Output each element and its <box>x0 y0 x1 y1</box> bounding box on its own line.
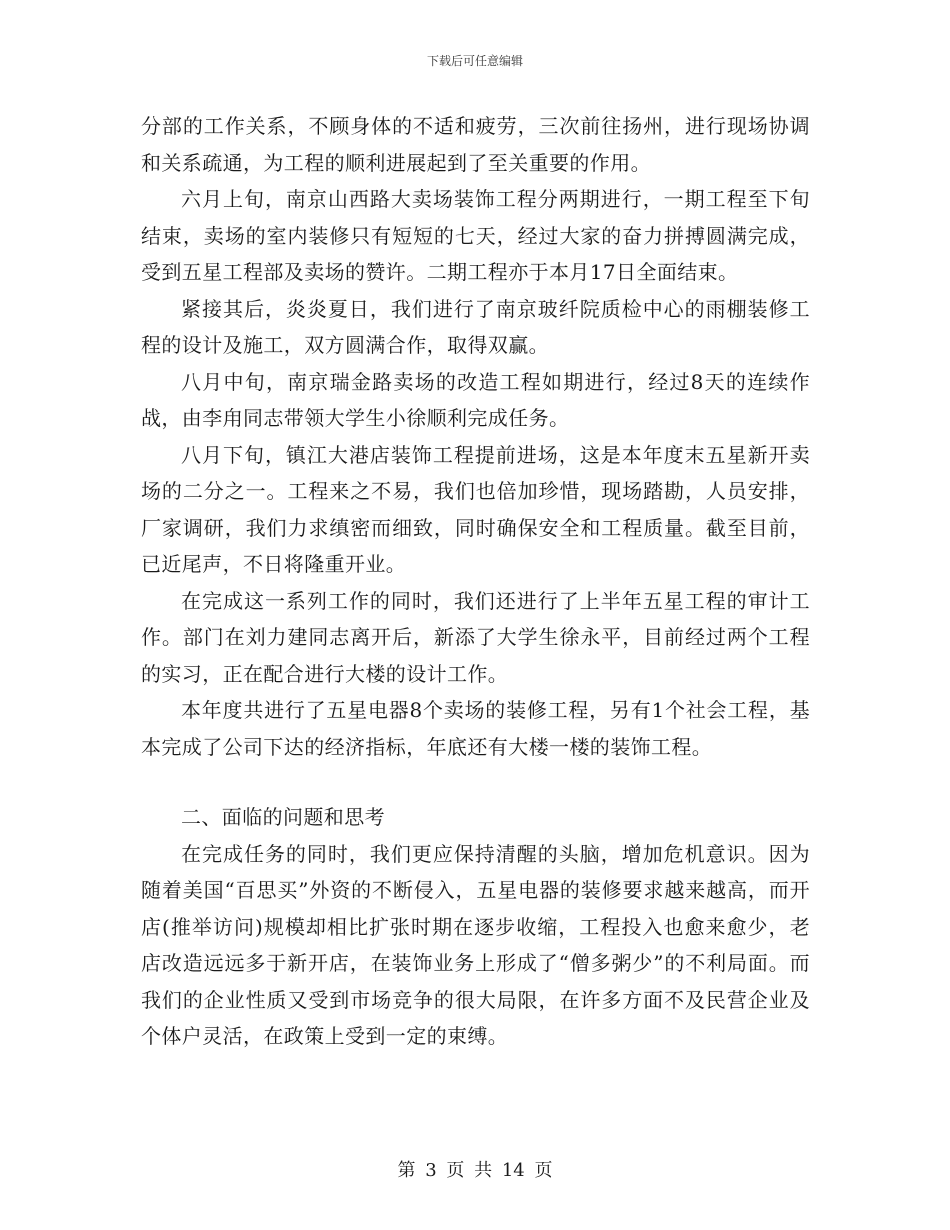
paragraph-continuation: 分部的工作关系，不顾身体的不适和疲劳，三次前往扬州，进行现场协调和关系疏通，为工程的顺利进展起到了至关重要的作用。 <box>141 114 810 175</box>
document-body <box>141 108 810 1055</box>
paragraph-annual-summary: 本年度共进行了五星电器8个卖场的装修工程，另有1个社会工程，基本完成了公司下达的经济指标，年底还有大楼一楼的装饰工程。 <box>141 698 810 759</box>
section-heading-problems: 二、面临的问题和思考 <box>181 805 385 829</box>
paragraph-glass-fiber-institute: 紧接其后，炎炎夏日，我们进行了南京玻纤院质检中心的雨棚装修工程的设计及施工，双方圆满合作，取得双赢。 <box>141 296 810 357</box>
paragraph-shanxi-road: 六月上旬，南京山西路大卖场装饰工程分两期进行，一期工程至下旬结束，卖场的室内装修只有短短的七天，经过大家的奋力拼搏圆满完成，受到五星工程部及卖场的赞许。二期工程亦于本月17日全面结束。 <box>141 187 810 284</box>
page-header-note: 下载后可任意编辑 <box>426 54 523 68</box>
paragraph-zhenjiang-dagang: 八月下旬，镇江大港店装饰工程提前进场，这是本年度末五星新开卖场的二分之一。工程来之不易，我们也倍加珍惜，现场踏勘，人员安排，厂家调研，我们力求缜密而细致，同时确保安全和工程质量。截至目前，已近尾声，不日将隆重开业。 <box>141 442 810 576</box>
page-number: 第 3 页 共 14 页 <box>397 1160 553 1181</box>
paragraph-problems: 在完成任务的同时，我们更应保持清醒的头脑，增加危机意识。因为随着美国“百思买”外资的不断侵入，五星电器的装修要求越来越高，而开店(推举访问)规模却相比扩张时期在逐步收缩，工程投入也愈来愈少，老店改造远远多于新开店，在装饰业务上形成了“僧多粥少”的不利局面。而我们的企业性质又受到市场竞争的很大局限，在许多方面不及民营企业及个体户灵活，在政策上受到一定的束缚。 <box>141 841 810 1048</box>
paragraph-ruijin-road: 八月中旬，南京瑞金路卖场的改造工程如期进行，经过8天的连续作战，由李甪同志带领大学生小徐顺利完成任务。 <box>141 369 810 430</box>
paragraph-audit-work: 在完成这一系列工作的同时，我们还进行了上半年五星工程的审计工作。部门在刘力建同志离开后，新添了大学生徐永平，目前经过两个工程的实习，正在配合进行大楼的设计工作。 <box>141 588 810 686</box>
